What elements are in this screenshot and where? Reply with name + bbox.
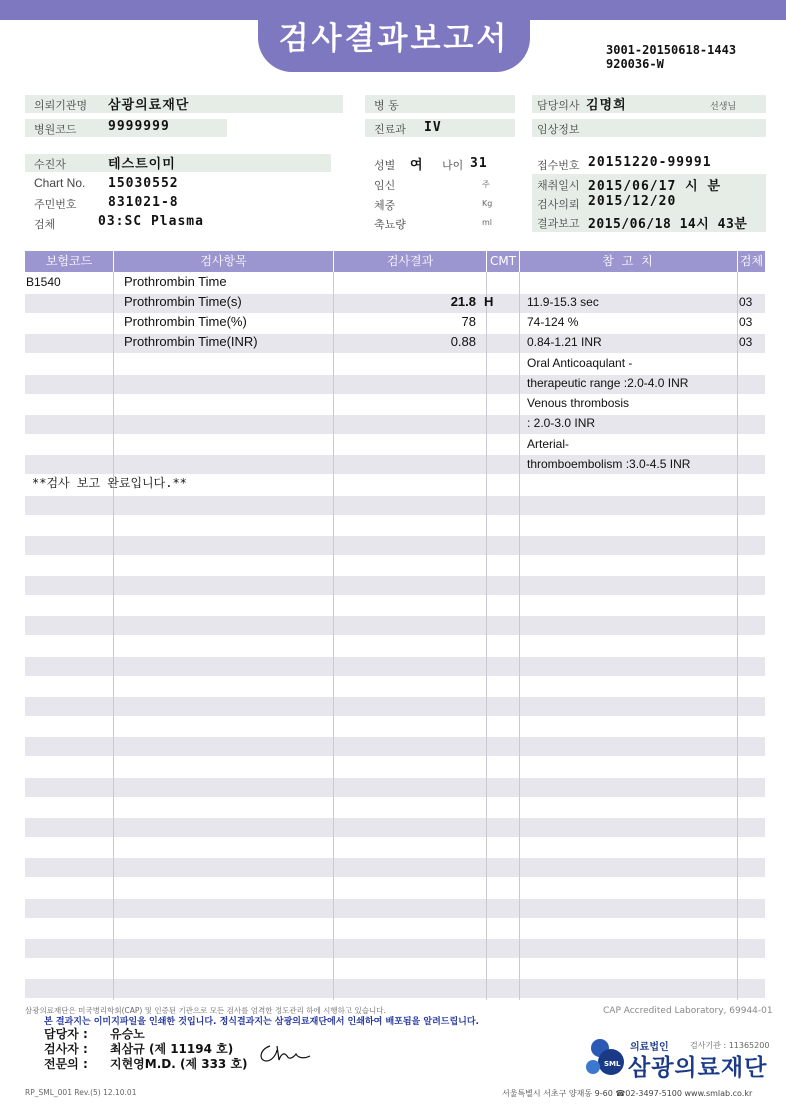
- table-row-stripe: [25, 939, 765, 958]
- table-row-stripe: [25, 697, 765, 716]
- doctor-value: 김명희: [586, 98, 627, 113]
- table-row-stripe: [25, 415, 765, 434]
- row-item: Prothrombin Time(s): [124, 294, 242, 309]
- logo-subtitle: 의료법인: [630, 1042, 669, 1053]
- document-id-line2: 920036-W: [606, 57, 664, 71]
- reference-note: thromboembolism :3.0-4.5 INR: [527, 457, 691, 471]
- volume-label: 축뇨량: [374, 218, 406, 231]
- reference-note: Oral Anticoaqulant -: [527, 356, 633, 370]
- receipt-value: 20151220-99991: [588, 155, 712, 170]
- volume-unit: ml: [482, 218, 493, 227]
- weight-label: 체중: [374, 199, 396, 212]
- row-code: B1540: [26, 275, 61, 289]
- table-row-stripe: [25, 778, 765, 797]
- table-row-stripe: [25, 818, 765, 837]
- collect-value: 2015/06/17 시 분: [588, 179, 722, 194]
- pregnancy-label: 임신: [374, 179, 396, 192]
- fine-print: 삼광의료재단은 미국병리학회(CAP) 및 인증된 기관으로 모든 검사를 엄격한 정도관리 하에 시행하고 있습니다.: [25, 1006, 386, 1015]
- table-row-stripe: [25, 858, 765, 877]
- row-result: 0.88: [450, 334, 476, 349]
- doctor-suffix: 선생님: [710, 102, 737, 112]
- reference-note: : 2.0-3.0 INR: [527, 416, 596, 430]
- staff-name: 최삼규 (제 11194 호): [110, 1042, 234, 1056]
- request-value: 2015/12/20: [588, 194, 677, 209]
- completion-note: **검사 보고 완료입니다.**: [32, 476, 187, 490]
- logo-mark-icon: [584, 1036, 628, 1080]
- table-row-stripe: [25, 616, 765, 635]
- resident-no-value: 831021-8: [108, 195, 179, 210]
- institution-label: 의뢰기관명: [34, 99, 88, 112]
- row-reference: 74-124 %: [527, 315, 579, 329]
- form-code: RP_SML_001 Rev.(5) 12.10.01: [25, 1088, 137, 1097]
- pregnancy-unit: 주: [482, 180, 490, 189]
- row-result: 21.8: [450, 294, 476, 309]
- reference-note: Arterial-: [527, 437, 570, 451]
- table-row-stripe: [25, 576, 765, 595]
- clinical-label: 임상정보: [537, 123, 580, 136]
- table-row-stripe: [25, 536, 765, 555]
- ward-label: 병 동: [374, 99, 399, 112]
- age-label: 나이: [442, 159, 464, 172]
- staff-role: 검사자 :: [44, 1042, 88, 1056]
- header-cmt: CMT: [487, 251, 519, 272]
- row-specimen: 03: [739, 295, 753, 309]
- row-item: Prothrombin Time(%): [124, 314, 247, 329]
- weight-unit: Kg: [482, 199, 493, 208]
- image-notice: 본 결과지는 이미지파일을 인쇄한 것입니다. 정식결과지는 삼광의료재단에서 인쇄하여 배포됨을 알려드립니다.: [44, 1017, 479, 1027]
- row-specimen: 03: [739, 335, 753, 349]
- chart-no-label: Chart No.: [34, 176, 86, 190]
- report-date-value: 2015/06/18 14시 43분: [588, 217, 748, 232]
- table-row-stripe: [25, 899, 765, 918]
- table-row-stripe: [25, 737, 765, 756]
- column-divider: [333, 272, 334, 1000]
- column-divider: [737, 272, 738, 1000]
- specimen-label: 검체: [34, 218, 56, 231]
- patient-field-bg: [25, 154, 331, 172]
- row-item: Prothrombin Time: [124, 274, 227, 289]
- doctor-label: 담당의사: [537, 99, 580, 112]
- row-specimen: 03: [739, 315, 753, 329]
- institution-value: 삼광의료재단: [108, 98, 190, 113]
- document-id: [606, 43, 736, 71]
- logo-name: 삼광의료재단: [628, 1055, 768, 1081]
- specimen-value: 03:SC Plasma: [98, 214, 204, 229]
- patient-label: 수진자: [34, 158, 66, 171]
- patient-value: 테스트이미: [108, 157, 176, 172]
- row-item: Prothrombin Time(INR): [124, 334, 258, 349]
- column-divider: [113, 272, 114, 1000]
- reference-note: therapeutic range :2.0-4.0 INR: [527, 376, 689, 390]
- sex-value: 여: [410, 158, 424, 173]
- age-value: 31: [470, 156, 488, 171]
- department-value: IV: [424, 120, 442, 135]
- header-test-result: 검사결과: [334, 251, 486, 272]
- staff-role: 담당자 :: [44, 1027, 88, 1041]
- reference-note: Venous thrombosis: [527, 396, 630, 410]
- column-divider: [486, 272, 487, 1000]
- row-flag-high: H: [484, 294, 494, 309]
- sex-label: 성별: [374, 159, 396, 172]
- column-divider: [519, 272, 520, 1000]
- logo-badge: SML: [604, 1060, 621, 1068]
- receipt-label: 접수번호: [537, 159, 580, 172]
- table-row-stripe: [25, 496, 765, 515]
- institution-number: 검사기관 : 11365200: [690, 1041, 770, 1050]
- table-row-stripe: [25, 979, 765, 998]
- chart-no-value: 15030552: [108, 176, 179, 191]
- report-title: 검사결과보고서: [258, 0, 530, 72]
- staff-name: 지현영M.D. (제 333 호): [110, 1057, 248, 1071]
- staff-role: 전문의 :: [44, 1057, 88, 1071]
- header-specimen: 검체: [738, 251, 765, 272]
- table-row-stripe: [25, 657, 765, 676]
- row-result: 78: [461, 314, 476, 329]
- header-reference: 참 고 치: [520, 251, 737, 272]
- address: 서울특별시 서초구 양재동 9-60 ☎02-3497-5100 www.smlab.co.kr: [502, 1089, 753, 1098]
- report-date-label: 결과보고: [537, 217, 580, 230]
- header-insurance-code: 보험코드: [25, 251, 113, 272]
- hospital-code-label: 병원코드: [34, 123, 77, 136]
- resident-no-label: 주민번호: [34, 198, 77, 211]
- document-id-line1: 3001-20150618-1443: [606, 43, 737, 57]
- header-test-item: 검사항목: [114, 251, 333, 272]
- department-label: 진료과: [374, 123, 406, 136]
- row-reference: 0.84-1.21 INR: [527, 335, 602, 349]
- signature: [256, 1040, 314, 1066]
- staff-name: 유승노: [110, 1027, 145, 1041]
- collect-label: 채취일시: [537, 179, 580, 192]
- row-reference: 11.9-15.3 sec: [527, 295, 599, 309]
- request-label: 검사의뢰: [537, 198, 580, 211]
- cap-accreditation: CAP Accredited Laboratory, 69944-01: [603, 1006, 773, 1016]
- hospital-code-value: 9999999: [108, 119, 170, 134]
